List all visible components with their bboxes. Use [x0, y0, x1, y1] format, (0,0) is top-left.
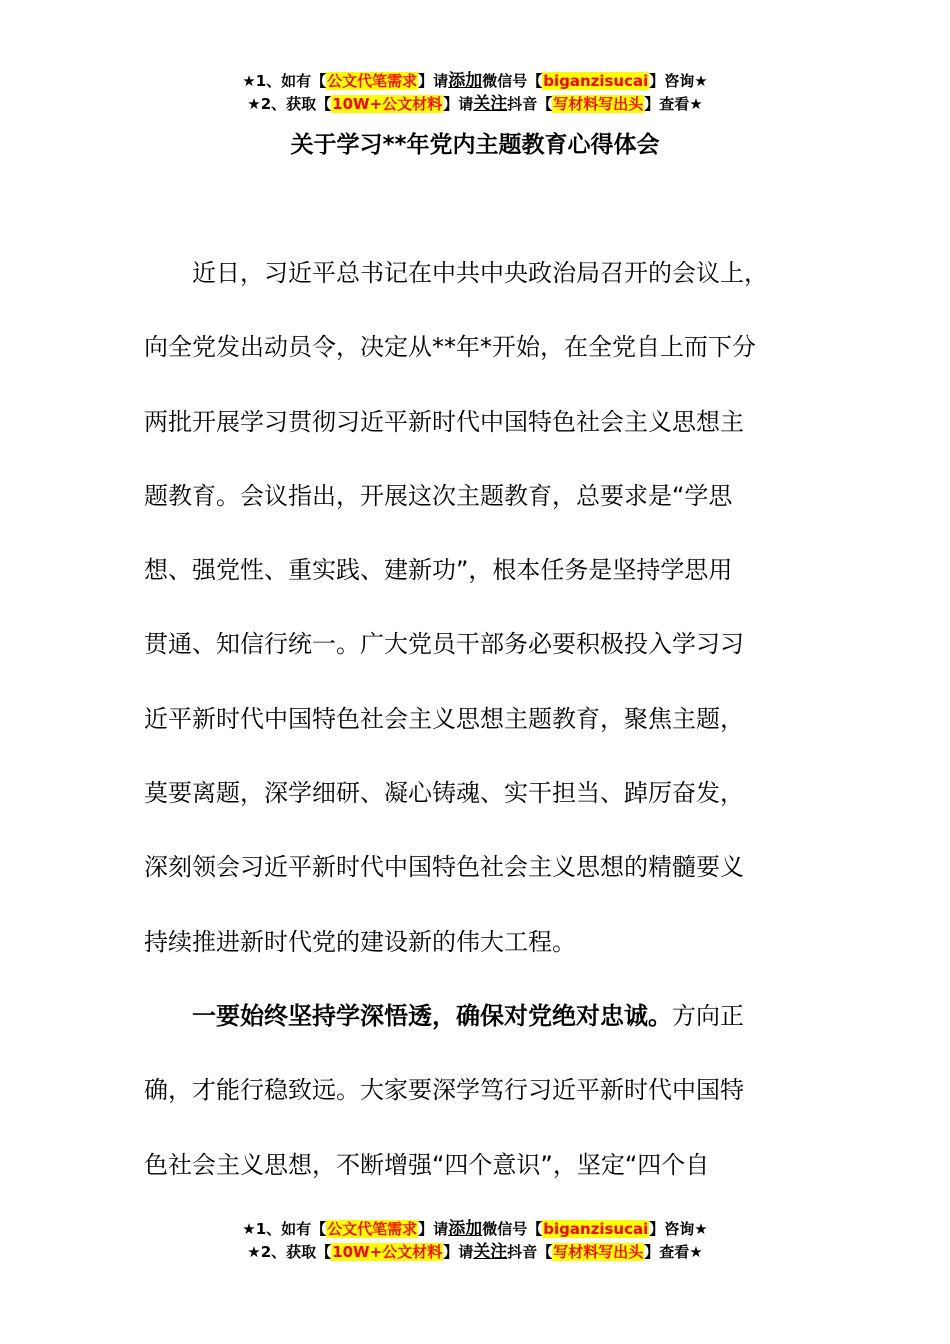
body-line: 两批开展学习贯彻习近平新时代中国特色社会主义思想主: [144, 407, 744, 436]
promo-highlight: 10W+公文材料: [332, 1243, 443, 1261]
promo-highlight: 公文代笔需求: [327, 72, 418, 90]
document-title: 关于学习**年党内主题教育心得体会: [290, 132, 660, 158]
paragraph-heading-line: 一要始终坚持学深悟透，确保对党绝对忠诚。方向正: [192, 1001, 744, 1030]
douyin-account: 写材料写出头: [553, 1243, 644, 1261]
wechat-id: biganzisucai: [543, 1220, 649, 1238]
promo-highlight: 公文代笔需求: [327, 1220, 418, 1238]
body-line: 近平新时代中国特色社会主义思想主题教育，聚焦主题，: [144, 704, 744, 733]
document-body: [144, 236, 806, 1202]
body-line: 色社会主义思想，不断增强“四个意识”，坚定“四个自: [144, 1150, 710, 1179]
wechat-id: biganzisucai: [543, 72, 649, 90]
promo-highlight: 10W+公文材料: [332, 95, 443, 113]
body-line: 持续推进新时代党的建设新的伟大工程。: [144, 927, 576, 956]
body-line: 近日，习近平总书记在中共中央政治局召开的会议上，: [192, 259, 768, 287]
body-line: 确，才能行稳致远。大家要深学笃行习近平新时代中国特: [144, 1076, 744, 1105]
promo-line-1: ★1、如有【公文代笔需求】请添加微信号【biganzisucai】咨询★: [242, 71, 708, 91]
body-line: 深刻领会习近平新时代中国特色社会主义思想的精髓要义: [144, 853, 744, 882]
body-line: 向全党发出动员令，决定从**年*开始，在全党自上而下分: [144, 333, 756, 362]
body-line: 题教育。会议指出，开展这次主题教育，总要求是“学思: [144, 481, 733, 510]
body-line: 想、强党性、重实践、建新功”，根本任务是坚持学思用: [144, 556, 733, 585]
top-promo-banner: [0, 70, 950, 116]
bottom-promo-banner: [0, 1218, 950, 1264]
promo-line-1: ★1、如有【公文代笔需求】请添加微信号【biganzisucai】咨询★: [242, 1219, 708, 1239]
body-line: 莫要离题，深学细研、凝心铸魂、实干担当、踔厉奋发，: [144, 779, 744, 808]
promo-line-2: ★2、获取【10W+公文材料】请关注抖音【写材料写出头】查看★: [247, 94, 703, 114]
promo-line-2: ★2、获取【10W+公文材料】请关注抖音【写材料写出头】查看★: [247, 1242, 703, 1262]
paragraph-heading: 一要始终坚持学深悟透，确保对党绝对忠诚。: [192, 1001, 672, 1030]
body-line: 贯通、知信行统一。广大党员干部务必要积极投入学习习: [144, 630, 744, 659]
douyin-account: 写材料写出头: [553, 95, 644, 113]
